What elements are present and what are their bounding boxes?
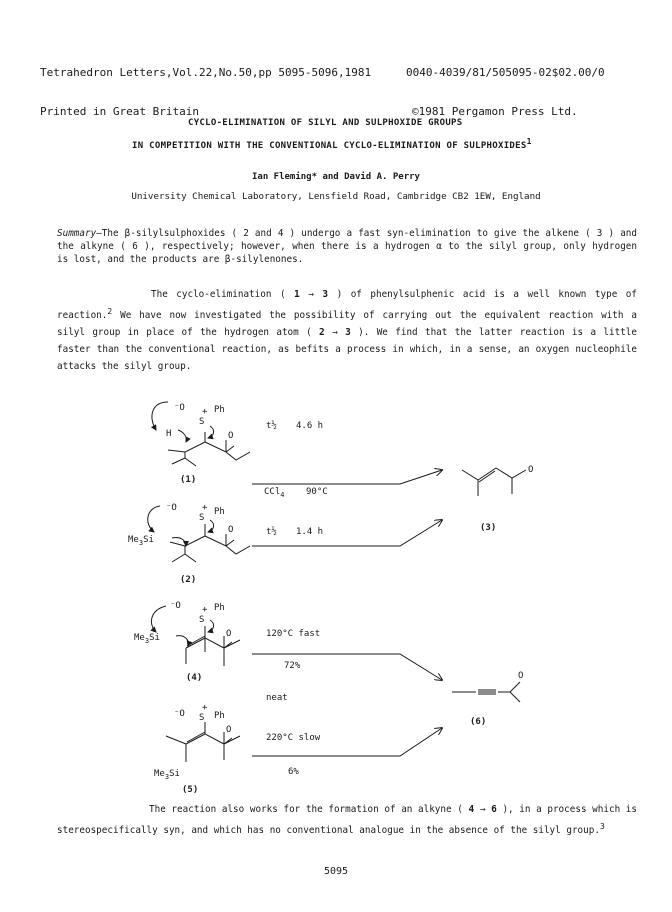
label-compound-6: (6) xyxy=(470,717,487,727)
silyl-2: $Me_3Si$ xyxy=(128,535,154,547)
para2-text-a: The reaction also works for the formation of an alkyne ( xyxy=(149,804,469,815)
alkyne-paragraph xyxy=(57,801,637,839)
title-line1: CYCLO-ELIMINATION OF SILYL AND SULPHOXIDE GROUPS xyxy=(188,118,463,128)
silyl-4: $Me_3Si$ xyxy=(134,633,160,645)
carbonyl-o-4: O xyxy=(226,629,232,639)
compound-ref-3b: 3 xyxy=(345,327,351,339)
label-compound-1: (1) xyxy=(180,475,197,485)
title-line2 xyxy=(132,137,532,151)
journal-citation-line1: Tetrahedron Letters,Vol.22,No.50,pp 5095-5096,1981 xyxy=(40,66,372,79)
s-charge-4: + xyxy=(202,605,208,615)
reference-2: 2 xyxy=(107,307,113,316)
hydrogen-1: H xyxy=(166,429,172,439)
summary xyxy=(57,227,637,266)
compound-3-structure xyxy=(462,468,526,496)
s-charge-5: + xyxy=(202,703,208,713)
o-minus-5: ⁻O xyxy=(174,709,185,719)
journal-printed-line: Printed in Great Britain xyxy=(40,105,199,118)
temperature-fast: 120°C fast xyxy=(266,629,321,639)
half-life-label-2: t½ xyxy=(266,527,277,537)
neat-condition: neat xyxy=(266,693,288,703)
title-line2-text: IN COMPETITION WITH THE CONVENTIONAL CYCLO-ELIMINATION OF SULPHOXIDES xyxy=(132,141,527,151)
authors: Ian Fleming* and David A. Perry xyxy=(252,172,420,182)
compound-ref-3: 3 xyxy=(322,289,329,300)
temperature-1: 90°C xyxy=(306,487,328,497)
half-life-label-1: t½ xyxy=(266,421,277,431)
summary-text: —The β-silylsulphoxides ( 2 and 4 ) undergo a fast syn-elimination to give the alkene ( 3 ) and the alkyne ( 6 ), respectively; however, when there is a hydrogen α to the silyl group, only hydrogen is lost, and the products are β-silylenones. xyxy=(57,228,637,265)
half-life-1: 4.6 h xyxy=(296,421,324,431)
copyright-line: ©1981 Pergamon Press Ltd. xyxy=(412,105,578,118)
compound-6-structure xyxy=(452,682,520,702)
affiliation: University Chemical Laboratory, Lensfield Road, Cambridge CB2 1EW, England xyxy=(131,191,541,202)
arrow-1-to-3 xyxy=(252,470,442,484)
carbonyl-o-3: O xyxy=(528,465,534,475)
para1-text-b: ) of phenylsulphenic acid is a well known type of reaction. xyxy=(57,289,637,322)
label-compound-3: (3) xyxy=(480,523,497,533)
sulfur-2: S xyxy=(199,513,205,523)
label-compound-4: (4) xyxy=(186,673,203,683)
s-charge-1: + xyxy=(202,407,208,417)
silyl-5: $Me_3Si$ xyxy=(154,769,180,781)
intro-paragraph xyxy=(57,286,637,375)
phenyl-5: Ph xyxy=(214,711,225,721)
half-life-2: 1.4 h xyxy=(296,527,324,537)
arrow-2-to-3 xyxy=(252,520,442,546)
phenyl-2: Ph xyxy=(214,507,225,517)
summary-label: Summary xyxy=(57,228,97,239)
compound-ref-1: 1 xyxy=(294,289,300,300)
o-minus-2: ⁻O xyxy=(166,503,177,513)
para1-arrow-b: → xyxy=(324,327,346,339)
para2-arrow: → xyxy=(474,804,492,815)
arrow-4-to-6 xyxy=(252,654,442,680)
phenyl-1: Ph xyxy=(214,405,225,415)
compound-ref-6: 6 xyxy=(491,804,497,815)
o-minus-1: ⁻O xyxy=(174,403,185,413)
para1-arrow-a: → xyxy=(299,289,323,300)
compound-ref-2: 2 xyxy=(319,327,325,339)
sulfur-1: S xyxy=(199,417,205,427)
journal-code-line1: 0040-4039/81/505095-02$02.00/0 xyxy=(406,66,605,79)
para1-text-a: The cyclo-elimination ( xyxy=(151,289,295,300)
solvent: CCl$_4$ xyxy=(264,487,285,499)
reaction-scheme xyxy=(0,390,672,800)
sulfur-5: S xyxy=(199,713,205,723)
yield-72: 72% xyxy=(284,661,301,671)
temperature-slow: 220°C slow xyxy=(266,733,321,743)
page-number: 5095 xyxy=(323,866,349,877)
para1-text-c: We have now investigated the possibility of carrying out the equivalent reaction with a silyl group in place of the hydrogen atom ( xyxy=(57,310,637,339)
carbonyl-o-2: O xyxy=(228,525,234,535)
carbonyl-o-1: O xyxy=(228,431,234,441)
label-compound-2: (2) xyxy=(180,575,197,585)
para1-text-d: ). We find that the latter reaction is a little faster than the conventional reaction, as befits a process in which, in a sense, an oxygen nucleophile attacks the silyl group. xyxy=(57,327,637,373)
title-footnote: 1 xyxy=(526,137,532,146)
para2-text-b: ), in a process which is stereospecifically syn, and which has no conventional analogue in the absence of the silyl group. xyxy=(57,804,637,837)
reference-3: 3 xyxy=(599,822,605,831)
phenyl-4: Ph xyxy=(214,603,225,613)
sulfur-4: S xyxy=(199,615,205,625)
label-compound-5: (5) xyxy=(182,785,199,795)
s-charge-2: + xyxy=(202,503,208,513)
carbonyl-o-6: O xyxy=(518,671,524,681)
yield-6: 6% xyxy=(288,767,299,777)
carbonyl-o-5: O xyxy=(226,725,232,735)
compound-ref-4: 4 xyxy=(468,804,475,815)
o-minus-4: ⁻O xyxy=(170,601,181,611)
